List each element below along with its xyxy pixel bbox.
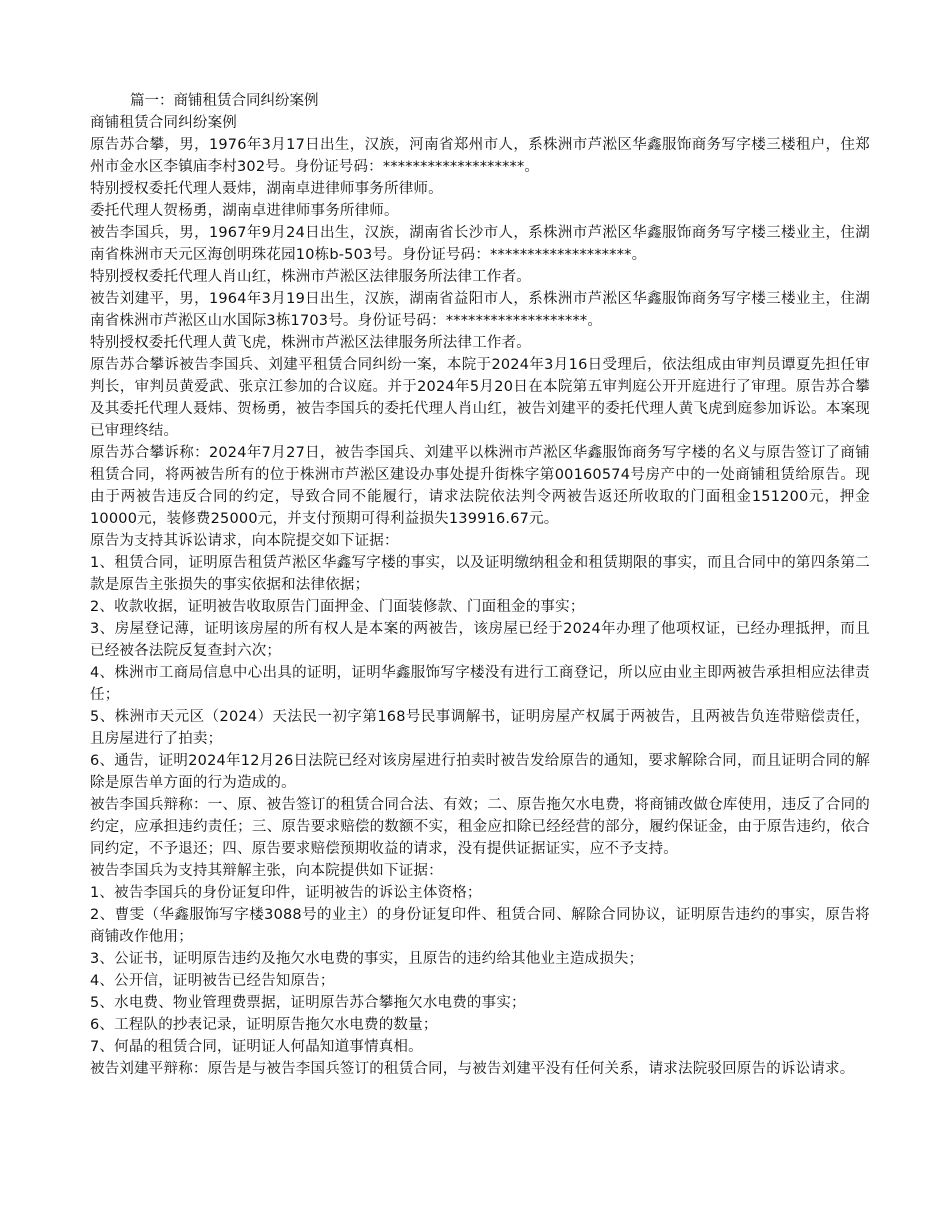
plaintiff-info: 原告苏合攀，男，1976年3月17日出生，汉族，河南省郑州市人，系株洲市芦淞区华鑫服饰商务写字楼三楼租户，住郑州市金水区李镇庙李村302号。身份证号码：*******************。 [90, 137, 870, 175]
plaintiff-evidence-intro: 原告为支持其诉讼请求，向本院提交如下证据： [90, 533, 399, 549]
plaintiff-agent-2: 委托代理人贺杨勇，湖南卓进律师事务所律师。 [90, 203, 399, 219]
case-procedure: 原告苏合攀诉被告李国兵、刘建平租赁合同纠纷一案，本院于2024年3月16日受理后，依法组成由审判员谭夏先担任审判长，审判员黄爱武、张京江参加的合议庭。并于2024年5月20日在本院第五审判庭公开开庭进行了审理。原告苏合攀及其委托代理人聂炜、贺杨勇，被告李国兵的委托代理人肖山红，被告刘建平的委托代理人黄飞虎到庭参加诉讼。本案现已审理终结。 [90, 357, 870, 439]
defendant-evidence-item: 2、曹雯（华鑫服饰写字楼3088号的业主）的身份证复印件、租赁合同、解除合同协议，证明原告违约的事实，原告将商铺改作他用； [90, 907, 870, 945]
defendant-evidence-item: 5、水电费、物业管理费票据，证明原告苏合攀拖欠水电费的事实； [90, 995, 526, 1011]
defendant-1-defense: 被告李国兵辩称：一、原、被告签订的租赁合同合法、有效；二、原告拖欠水电费，将商铺改做仓库使用，违反了合同的约定，应承担违约责任；三、原告要求赔偿的数额不实，租金应扣除已经经营的部分，履约保证金，由于原告违约，依合同约定，不予退还；四、原告要求赔偿预期收益的请求，没有提供证据证实，应不予支持。 [90, 797, 870, 857]
plaintiff-evidence-item: 4、株洲市工商局信息中心出具的证明，证明华鑫服饰写字楼没有进行工商登记，所以应由业主即两被告承担相应法律责任； [90, 665, 870, 703]
defendant-evidence-item: 6、工程队的抄表记录，证明原告拖欠水电费的数量； [90, 1017, 438, 1033]
defendant-evidence-item: 4、公开信，证明被告已经告知原告； [90, 973, 335, 989]
plaintiff-agent-1: 特别授权委托代理人聂炜，湖南卓进律师事务所律师。 [90, 181, 443, 197]
defendant-evidence-intro: 被告李国兵为支持其辩解主张，向本院提供如下证据： [90, 863, 443, 879]
defendant-evidence-item: 1、被告李国兵的身份证复印件，证明被告的诉讼主体资格； [90, 885, 482, 901]
document-heading: 篇一：商铺租赁合同纠纷案例 [130, 93, 319, 109]
plaintiff-evidence-item: 6、通告，证明2024年12月26日法院已经对该房屋进行拍卖时被告发给原告的通知，要求解除合同，而且证明合同的解除是原告单方面的行为造成的。 [90, 753, 870, 791]
defendant-evidence-item: 3、公证书，证明原告违约及拖欠水电费的事实，且原告的违约给其他业主造成损失； [90, 951, 644, 967]
case-title: 商铺租赁合同纠纷案例 [90, 115, 237, 131]
plaintiff-evidence-item: 1、租赁合同，证明原告租赁芦淞区华鑫写字楼的事实，以及证明缴纳租金和租赁期限的事实，而且合同中的第四条第二款是原告主张损失的事实依据和法律依据； [90, 555, 870, 593]
plaintiff-evidence-item: 2、收款收据，证明被告收取原告门面押金、门面装修款、门面租金的事实； [90, 599, 585, 615]
defendant-2-info: 被告刘建平，男，1964年3月19日出生，汉族，湖南省益阳市人，系株洲市芦淞区华鑫服饰商务写字楼三楼业主，住湖南省株洲市芦淞区山水国际3栋1703号。身份证号码：*******************。 [90, 291, 870, 329]
plaintiff-claim: 原告苏合攀诉称：2024年7月27日，被告李国兵、刘建平以株洲市芦淞区华鑫服饰商务写字楼的名义与原告签订了商铺租赁合同，将两被告所有的位于株洲市芦淞区建设办事处提升街株字第00160574号房产中的一处商铺租赁给原告。现由于两被告违反合同的约定，导致合同不能履行，请求法院依法判令两被告返还所收取的门面租金151200元，押金10000元，装修费25000元，并支付预期可得利益损失139916.67元。 [90, 445, 870, 527]
defendant-2-agent: 特别授权委托代理人黄飞虎，株洲市芦淞区法律服务所法律工作者。 [90, 335, 531, 351]
plaintiff-evidence-item: 5、株洲市天元区（2024）天法民一初字第168号民事调解书，证明房屋产权属于两被告，且两被告负连带赔偿责任，且房屋进行了拍卖； [90, 709, 870, 747]
defendant-evidence-item: 7、何晶的租赁合同，证明证人何晶知道事情真相。 [90, 1039, 423, 1055]
defendant-1-info: 被告李国兵，男，1967年9月24日出生，汉族，湖南省长沙市人，系株洲市芦淞区华鑫服饰商务写字楼三楼业主，住湖南省株洲市天元区海创明珠花园10栋b-503号。身份证号码：*******************。 [90, 225, 870, 263]
plaintiff-evidence-item: 3、房屋登记薄，证明该房屋的所有权人是本案的两被告，该房屋已经于2024年办理了他项权证，已经办理抵押，而且已经被各法院反复查封六次； [90, 621, 870, 659]
defendant-2-defense: 被告刘建平辩称：原告是与被告李国兵签订的租赁合同，与被告刘建平没有任何关系，请求法院驳回原告的诉讼请求。 [90, 1061, 855, 1077]
defendant-1-agent: 特别授权委托代理人肖山红，株洲市芦淞区法律服务所法律工作者。 [90, 269, 531, 285]
